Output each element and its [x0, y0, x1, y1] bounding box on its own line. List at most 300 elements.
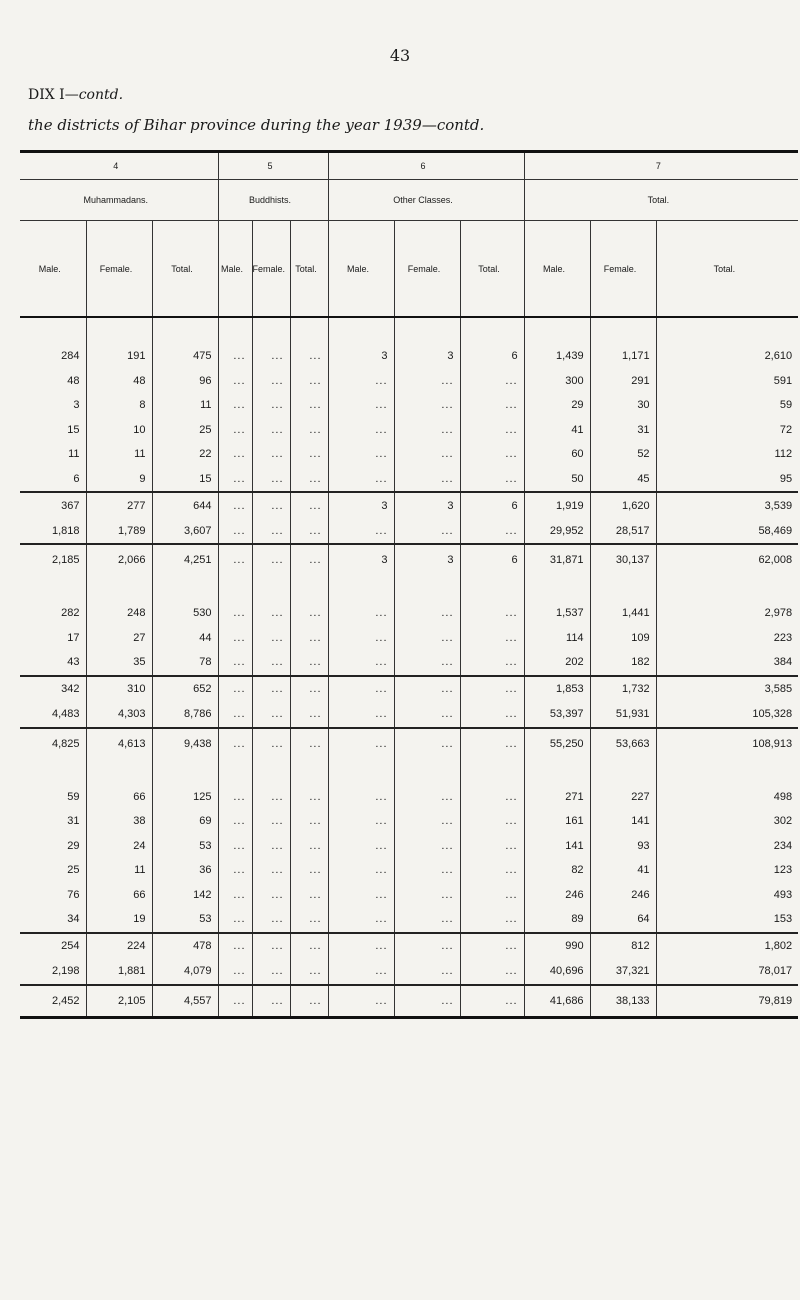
table-cell: 45	[590, 467, 656, 493]
table-cell: 66	[86, 785, 152, 810]
spacer-cell	[524, 575, 590, 601]
table-row	[20, 650, 798, 676]
table-cell: 29	[67, 839, 80, 852]
table-cell: 1,439	[524, 344, 590, 369]
table-cell: 202	[524, 650, 590, 676]
table-cell: 89	[524, 907, 590, 933]
table-cell: ...	[394, 858, 460, 883]
table-cell: ...	[328, 626, 394, 651]
table-cell: 30,137	[590, 544, 656, 575]
table-subtitle: the districts of Bihar province during the year 1939—contd.	[28, 116, 485, 134]
table-cell: ...	[394, 702, 460, 728]
table-cell: ...	[290, 393, 328, 418]
table-cell: 6	[460, 344, 524, 369]
table-cell: ...	[218, 676, 252, 702]
table-cell: 4,303	[86, 702, 152, 728]
table-cell: ...	[218, 809, 252, 834]
table-cell: 48	[86, 369, 152, 394]
table-cell: 22	[152, 442, 218, 467]
table-cell: 4,483	[51, 708, 80, 720]
subtotal-row	[20, 676, 798, 702]
total-row	[20, 544, 798, 575]
table-row	[20, 883, 798, 908]
table-cell: ...	[460, 626, 524, 651]
table-cell: 30	[590, 393, 656, 418]
table-cell: 51,931	[590, 702, 656, 728]
table-cell: 72	[656, 418, 798, 443]
table-cell: ...	[394, 834, 460, 859]
table-cell: 59	[656, 393, 798, 418]
spacer-cell	[394, 317, 460, 344]
column-number: 5	[218, 152, 328, 180]
table-cell: ...	[394, 393, 460, 418]
table-cell: 19	[86, 907, 152, 933]
spacer-row	[20, 575, 798, 601]
spacer-cell	[524, 759, 590, 785]
table-cell: 25	[152, 418, 218, 443]
table-cell: ...	[460, 907, 524, 933]
table-cell: ...	[394, 626, 460, 651]
table-cell: ...	[218, 834, 252, 859]
spacer-row	[20, 759, 798, 785]
table-cell: 41	[590, 858, 656, 883]
table-cell: ...	[252, 544, 290, 575]
appendix-heading-contd: contd.	[78, 87, 124, 103]
table-cell: ...	[252, 492, 290, 518]
table-cell: 248	[86, 601, 152, 626]
sub-header: Female.	[86, 221, 152, 318]
table-cell: 79,819	[656, 985, 798, 1018]
table-row	[20, 393, 798, 418]
table-cell: 990	[524, 933, 590, 959]
table-cell: 105,328	[656, 702, 798, 728]
table-row	[20, 344, 798, 369]
table-cell: 11	[86, 442, 152, 467]
table-cell: 95	[656, 467, 798, 493]
table-cell: ...	[328, 834, 394, 859]
table-cell: ...	[290, 883, 328, 908]
column-number: 4	[20, 152, 218, 180]
table-cell: 78,017	[656, 959, 798, 985]
spacer-row	[20, 317, 798, 344]
table-cell: 3	[328, 344, 394, 369]
appendix-heading	[28, 87, 123, 103]
table-cell: ...	[394, 907, 460, 933]
table-cell: 246	[524, 883, 590, 908]
table-cell: ...	[328, 369, 394, 394]
table-cell: 114	[524, 626, 590, 651]
table-cell: ...	[460, 858, 524, 883]
spacer-cell	[460, 575, 524, 601]
table-cell: ...	[394, 418, 460, 443]
table-row	[20, 834, 798, 859]
spacer-cell	[656, 575, 798, 601]
table-cell: 109	[590, 626, 656, 651]
table-cell: 3	[328, 492, 394, 518]
table-cell: 53,397	[524, 702, 590, 728]
table-cell: ...	[394, 933, 460, 959]
spacer-cell	[252, 759, 290, 785]
table-cell: ...	[460, 785, 524, 810]
spacer-cell	[20, 317, 86, 344]
table-cell: 1,853	[524, 676, 590, 702]
table-cell: ...	[218, 492, 252, 518]
table-cell: ...	[394, 442, 460, 467]
group-header-muhammadans: Muhammadans.	[20, 180, 218, 221]
table-cell: 3,585	[656, 676, 798, 702]
table-cell: 367	[20, 492, 86, 518]
table-cell: 652	[152, 676, 218, 702]
table-cell: 224	[86, 933, 152, 959]
table-cell: 342	[20, 676, 86, 702]
table-cell: ...	[252, 369, 290, 394]
table-cell: 475	[152, 344, 218, 369]
table-cell: ...	[218, 858, 252, 883]
table-cell: ...	[394, 785, 460, 810]
table-cell: 125	[152, 785, 218, 810]
table-cell: 41	[524, 418, 590, 443]
table-cell: ...	[218, 418, 252, 443]
table-cell: 8	[86, 393, 152, 418]
table-cell: ...	[460, 418, 524, 443]
table-cell: 300	[524, 369, 590, 394]
table-cell: 53	[152, 907, 218, 933]
table-cell: 153	[656, 907, 798, 933]
spacer-cell	[218, 317, 252, 344]
spacer-cell	[590, 575, 656, 601]
total-row	[20, 728, 798, 759]
table-cell: 2,610	[656, 344, 798, 369]
table-row	[20, 418, 798, 443]
table-cell: 31,871	[524, 544, 590, 575]
sub-header: Male.	[20, 221, 86, 318]
table-cell: ...	[252, 959, 290, 985]
spacer-cell	[218, 575, 252, 601]
table-cell: ...	[290, 933, 328, 959]
table-cell: 246	[590, 883, 656, 908]
spacer-cell	[20, 759, 86, 785]
table-cell: 50	[524, 467, 590, 493]
sub-header: Male.	[218, 221, 252, 318]
subtotal-row	[20, 933, 798, 959]
table-cell: 234	[656, 834, 798, 859]
spacer-cell	[290, 575, 328, 601]
table-cell: 291	[590, 369, 656, 394]
table-cell: ...	[394, 467, 460, 493]
spacer-cell	[524, 317, 590, 344]
table-cell: 69	[152, 809, 218, 834]
table-cell: ...	[290, 544, 328, 575]
column-number-row	[20, 152, 798, 180]
table-cell: ...	[460, 702, 524, 728]
table-cell: ...	[460, 959, 524, 985]
table-cell: 29	[524, 393, 590, 418]
table-cell: ...	[252, 907, 290, 933]
spacer-cell	[590, 759, 656, 785]
table-cell: ...	[460, 393, 524, 418]
sub-header: Total.	[460, 221, 524, 318]
table-cell: 9,438	[152, 728, 218, 759]
table-cell: ...	[394, 959, 460, 985]
spacer-cell	[394, 759, 460, 785]
table-cell: ...	[460, 650, 524, 676]
spacer-cell	[86, 759, 152, 785]
table-cell: 40,696	[524, 959, 590, 985]
table-cell: 3	[394, 544, 460, 575]
table-cell: ...	[394, 985, 460, 1018]
spacer-cell	[152, 317, 218, 344]
sub-header: Total.	[290, 221, 328, 318]
table-cell: 2,105	[86, 985, 152, 1018]
table-cell: ...	[328, 985, 394, 1018]
table-cell: 3	[394, 492, 460, 518]
table-header	[20, 152, 798, 318]
sub-header-row	[20, 221, 798, 318]
table-cell: 1,620	[590, 492, 656, 518]
table-cell: 493	[656, 883, 798, 908]
table-cell: 53	[152, 834, 218, 859]
table-cell: 3	[394, 344, 460, 369]
table-cell: ...	[328, 467, 394, 493]
table-cell: 498	[656, 785, 798, 810]
spacer-cell	[152, 575, 218, 601]
table-cell: ...	[328, 907, 394, 933]
table-cell: ...	[328, 676, 394, 702]
table-cell: 17	[67, 631, 80, 644]
table-cell: ...	[252, 985, 290, 1018]
table-cell: 31	[590, 418, 656, 443]
table-cell: ...	[252, 601, 290, 626]
table-cell: ...	[290, 907, 328, 933]
table-cell: 1,802	[656, 933, 798, 959]
table-cell: ...	[460, 676, 524, 702]
table-cell: 35	[86, 650, 152, 676]
table-cell: ...	[460, 442, 524, 467]
table-cell: ...	[290, 650, 328, 676]
table-cell: 302	[656, 809, 798, 834]
table-cell: ...	[218, 959, 252, 985]
table-cell: 142	[152, 883, 218, 908]
table-cell: ...	[252, 728, 290, 759]
table-cell: 31	[67, 815, 80, 828]
table-cell: ...	[290, 492, 328, 518]
spacer-cell	[152, 759, 218, 785]
table-cell: 27	[86, 626, 152, 651]
table-cell: ...	[460, 809, 524, 834]
table-cell: 4,825	[20, 728, 86, 759]
table-cell: ...	[290, 626, 328, 651]
table-cell: 6	[460, 544, 524, 575]
table-cell: 591	[656, 369, 798, 394]
sub-header: Male.	[524, 221, 590, 318]
table-cell: 812	[590, 933, 656, 959]
group-header-buddhists: Buddhists.	[218, 180, 328, 221]
table-cell: ...	[252, 418, 290, 443]
table-cell: 2,198	[51, 965, 80, 977]
table-cell: ...	[328, 809, 394, 834]
spacer-cell	[328, 759, 394, 785]
table-cell: 108,913	[656, 728, 798, 759]
sub-header: Total.	[656, 221, 798, 318]
table-cell: 161	[524, 809, 590, 834]
table-cell: 43	[67, 656, 80, 669]
table-cell: ...	[394, 518, 460, 544]
table-cell: 96	[152, 369, 218, 394]
table-cell: ...	[328, 650, 394, 676]
table-cell: ...	[290, 369, 328, 394]
table-cell: 277	[86, 492, 152, 518]
table-cell: 1,818	[51, 524, 80, 537]
table-cell: ...	[218, 518, 252, 544]
table-cell: ...	[328, 518, 394, 544]
table-cell: 3,607	[152, 518, 218, 544]
table-cell: ...	[252, 834, 290, 859]
table-cell: ...	[218, 369, 252, 394]
spacer-cell	[290, 759, 328, 785]
table-cell: ...	[290, 702, 328, 728]
table-cell: 3	[328, 544, 394, 575]
table-cell: ...	[252, 650, 290, 676]
table-cell: 25	[67, 864, 80, 877]
spacer-cell	[328, 317, 394, 344]
table-cell: 64	[590, 907, 656, 933]
table-cell: 36	[152, 858, 218, 883]
table-cell: 34	[67, 913, 80, 926]
table-cell: ...	[460, 834, 524, 859]
table-cell: ...	[290, 601, 328, 626]
table-cell: ...	[460, 883, 524, 908]
subtotal-row	[20, 959, 798, 985]
table-cell: 66	[86, 883, 152, 908]
table-cell: 48	[67, 374, 80, 387]
table-cell: ...	[218, 344, 252, 369]
table-cell: ...	[252, 393, 290, 418]
table-cell: ...	[252, 933, 290, 959]
table-cell: ...	[460, 728, 524, 759]
table-cell: ...	[218, 785, 252, 810]
table-cell: ...	[218, 933, 252, 959]
spacer-cell	[86, 317, 152, 344]
table-row	[20, 601, 798, 626]
table-cell: ...	[328, 728, 394, 759]
table-cell: ...	[252, 702, 290, 728]
table-cell: 58,469	[656, 518, 798, 544]
table-cell: ...	[218, 626, 252, 651]
table-cell: 11	[68, 448, 80, 461]
subtotal-row	[20, 492, 798, 518]
table-cell: 60	[524, 442, 590, 467]
table-cell: ...	[328, 418, 394, 443]
table-cell: ...	[252, 883, 290, 908]
table-row	[20, 907, 798, 933]
spacer-cell	[460, 317, 524, 344]
table-cell: 11	[86, 858, 152, 883]
table-cell: 3	[73, 399, 80, 412]
table-cell: 59	[67, 790, 80, 803]
subtotal-row	[20, 518, 798, 544]
sub-header: Male.	[328, 221, 394, 318]
table-cell: 530	[152, 601, 218, 626]
table-cell: ...	[328, 442, 394, 467]
table-cell: ...	[328, 959, 394, 985]
table-cell: 3,539	[656, 492, 798, 518]
column-number: 6	[328, 152, 524, 180]
table-cell: 62,008	[656, 544, 798, 575]
table-cell: ...	[290, 467, 328, 493]
table-cell: ...	[460, 518, 524, 544]
table-cell: 6	[73, 472, 80, 485]
sub-header: Female.	[252, 221, 290, 318]
table-cell: 478	[152, 933, 218, 959]
table-cell: ...	[252, 785, 290, 810]
table-cell: 29,952	[524, 518, 590, 544]
table-cell: ...	[218, 544, 252, 575]
table-row	[20, 369, 798, 394]
table-cell: ...	[290, 858, 328, 883]
table-cell: 24	[86, 834, 152, 859]
table-cell: 37,321	[590, 959, 656, 985]
table-cell: ...	[252, 626, 290, 651]
table-cell: 93	[590, 834, 656, 859]
table-cell: 644	[152, 492, 218, 518]
table-cell: 4,613	[86, 728, 152, 759]
spacer-cell	[328, 575, 394, 601]
table-cell: 1,441	[590, 601, 656, 626]
table-cell: ...	[218, 601, 252, 626]
table-cell: 52	[590, 442, 656, 467]
group-header-other-classes: Other Classes.	[328, 180, 524, 221]
table-cell: 223	[656, 626, 798, 651]
column-number: 7	[524, 152, 798, 180]
table-cell: 4,079	[152, 959, 218, 985]
group-header-row	[20, 180, 798, 221]
table-cell: ...	[218, 728, 252, 759]
spacer-cell	[252, 317, 290, 344]
table-cell: 76	[67, 888, 80, 901]
table-cell: 191	[86, 344, 152, 369]
table-cell: ...	[218, 985, 252, 1018]
table-cell: 8,786	[152, 702, 218, 728]
table-cell: ...	[394, 883, 460, 908]
table-cell: 112	[656, 442, 798, 467]
table-cell: ...	[218, 467, 252, 493]
table-cell: ...	[394, 809, 460, 834]
table-cell: 254	[20, 933, 86, 959]
subtotal-row	[20, 702, 798, 728]
table-cell: ...	[252, 344, 290, 369]
table-cell: 44	[152, 626, 218, 651]
table-cell: 4,557	[152, 985, 218, 1018]
table-cell: 4,251	[152, 544, 218, 575]
table-cell: ...	[290, 442, 328, 467]
table-cell: 6	[460, 492, 524, 518]
table-cell: 1,881	[86, 959, 152, 985]
table-cell: ...	[460, 933, 524, 959]
spacer-cell	[86, 575, 152, 601]
table-cell: 141	[590, 809, 656, 834]
table-cell: ...	[218, 907, 252, 933]
table-cell: 15	[67, 423, 80, 436]
table-cell: 38,133	[590, 985, 656, 1018]
table-cell: ...	[328, 601, 394, 626]
table-row	[20, 785, 798, 810]
table-cell: ...	[290, 959, 328, 985]
table-cell: ...	[290, 418, 328, 443]
table-cell: ...	[328, 785, 394, 810]
table-cell: 1,919	[524, 492, 590, 518]
table-cell: 141	[524, 834, 590, 859]
table-cell: 384	[656, 650, 798, 676]
